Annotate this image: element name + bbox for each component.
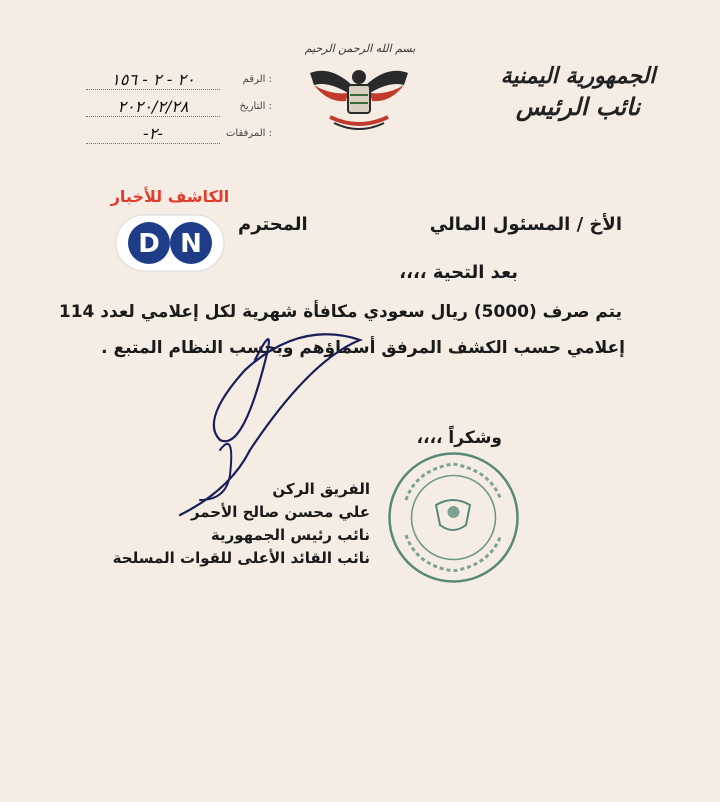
svg-text:D: D [138, 229, 160, 259]
addressee: الأخ / المسئول المالي [429, 214, 622, 235]
body-line-2: إعلامي حسب الكشف المرفق أسماؤهم وبحسب النظام المتبع . [101, 338, 625, 358]
body-line-1: يتم صرف (5000) ريال سعودي مكافأة شهرية لكل إعلامي لعدد 114 [58, 302, 622, 322]
meta-date-row [82, 93, 272, 120]
respected-label: المحترم [238, 214, 308, 235]
signatory-title-1: نائب رئيس الجمهورية [210, 526, 370, 544]
basmala: بسم الله الرحمن الرحيم [304, 42, 416, 55]
meta-attachments-label: المرفقات : [226, 128, 272, 139]
yemen-eagle-emblem-icon [300, 55, 418, 135]
closing-thanks: وشكراً ،،،، [416, 428, 502, 448]
meta-attachments-row [82, 120, 272, 147]
official-stamp-icon [386, 450, 521, 585]
meta-date-value: ٢٠٢٠/٢/٢٨ [86, 97, 220, 117]
meta-number-row [82, 66, 272, 93]
reference-meta [82, 66, 272, 147]
meta-number-label: الرقم : [242, 74, 272, 85]
meta-number-value: ٢٠ - ٢ - ١٥٦ [86, 70, 220, 90]
signatory-title-2: نائب القائد الأعلى للقوات المسلحة [112, 549, 370, 567]
office-name: نائب الرئيس [515, 93, 641, 121]
letterhead-title [498, 62, 658, 122]
greeting: بعد التحية ،،،، [399, 262, 518, 283]
republic-name: الجمهورية اليمنية [500, 64, 656, 89]
signatory-rank: الفريق الركن [272, 480, 370, 498]
source-title: الكاشف للأخبار [110, 187, 230, 206]
svg-text:N: N [180, 229, 202, 259]
signature-block [113, 478, 370, 570]
dn-logo-icon [115, 214, 225, 272]
signatory-name: علي محسن صالح الأحمر [190, 503, 370, 521]
meta-date-label: التاريخ : [239, 101, 272, 112]
meta-attachments-value: -٢- [86, 124, 220, 144]
